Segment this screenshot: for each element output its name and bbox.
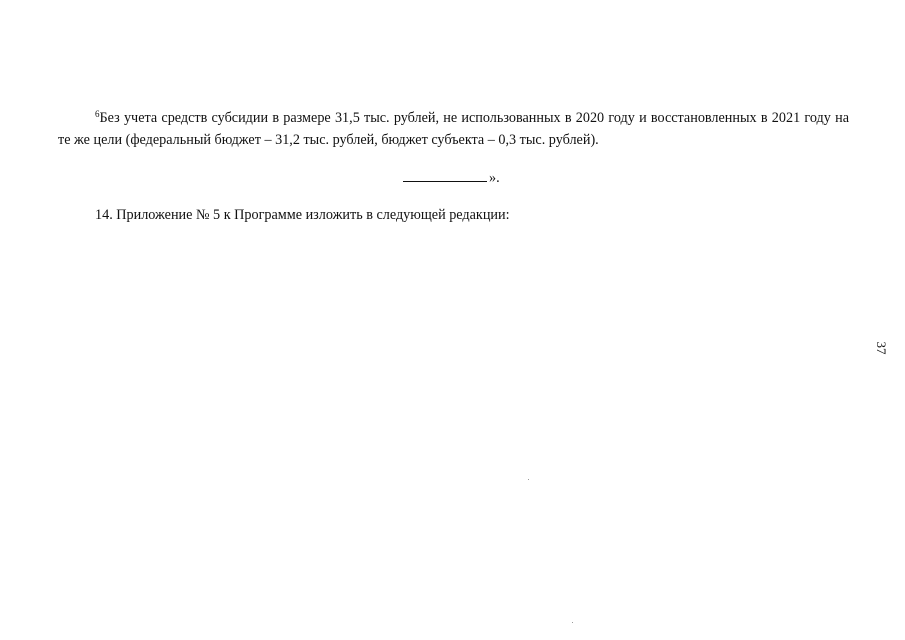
horizontal-rule [403, 169, 487, 182]
closing-line [403, 169, 500, 187]
scan-speck [572, 622, 573, 623]
page-number: 37 [874, 341, 889, 355]
amendment-item: 14. Приложение № 5 к Программе изложить в следующей редакции: [95, 207, 510, 223]
footnote-marker: 6 [95, 109, 100, 119]
footnote-paragraph [58, 107, 849, 151]
closing-quote: ». [489, 170, 500, 186]
scan-speck [528, 479, 529, 480]
footnote-text: Без учета средств субсидии в размере 31,5 тыс. рублей, не использованных в 2020 году и восстановленных в 2021 году на те же цели (федеральный бюджет – 31,2 тыс. рублей, бюджет субъекта – 0,3 тыс. рублей). [58, 110, 849, 148]
